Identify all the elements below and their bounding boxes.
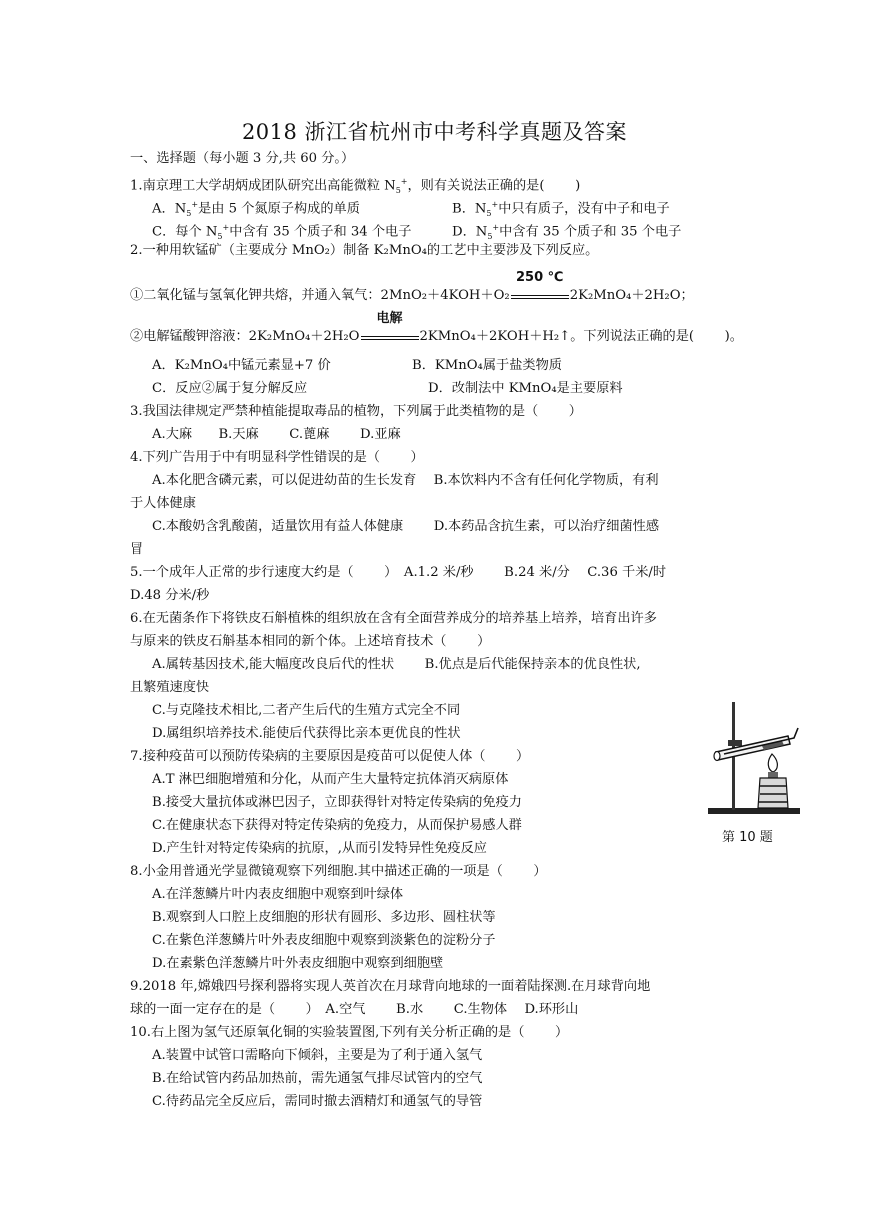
question-1-option-b: B．$N_5^+$中只有质子，没有中子和电子 [452,200,670,219]
question-10-stem: 10.右上图为氢气还原氧化铜的实验装置图,下列有关分析正确的是（ ） [130,1025,569,1040]
question-3-options: A.大麻 B.天麻 C.蓖麻 D.亚麻 [152,427,401,442]
question-6-option-d: D.属组织培养技术.能使后代获得比亲本更优良的性状 [152,726,461,741]
question-5-stem: 5.一个成年人正常的步行速度大约是（ ） A.1.2 米/秒 B.24 米/分 C.36 千米/时 [130,565,667,580]
question-7-option-c: C.在健康状态下获得对特定传染病的免疫力，从而保护易感人群 [152,818,522,833]
question-2-stem: 2.一种用软锰矿（主要成分 MnO₂）制备 K₂MnO₄的工艺中主要涉及下列反应。 [130,243,599,258]
question-4-options-cd-cont: 冒 [130,542,144,557]
alcohol-lamp [758,772,788,808]
section-heading: 一、选择题（每小题 3 分,共 60 分。） [130,151,355,166]
question-6-option-c: C.与克隆技术相比,二者产生后代的生殖方式完全不同 [152,703,461,718]
question-4-options-ab: A.本化肥含磷元素，可以促进幼苗的生长发育 B.本饮料内不含有任何化学物质，有利 [152,473,659,488]
question-2-reaction-2: ②电解锰酸钾溶液：2K₂MnO₄＋2H₂O 电解 2KMnO₄＋2KOH＋H₂↑。下列说法正确的是( )。 [130,311,743,344]
question-7-option-d: D.产生针对特定传染病的抗原，,从而引发特异性免疫反应 [152,841,487,856]
question-1-option-d: D．$N_5^+$中含有 35 个质子和 35 个电子 [452,223,682,242]
question-8-option-b: B.观察到人口腔上皮细胞的形状有圆形、多边形、圆柱状等 [152,910,496,925]
reaction-condition: 250 ℃ [511,287,569,299]
question-10-option-a: A.装置中试管口需略向下倾斜，主要是为了利于通入氢气 [152,1048,483,1063]
question-8-option-d: D.在素紫色洋葱鳞片叶外表皮细胞中观察到细胞壁 [152,956,444,971]
question-1-option-a: A．$N_5^+$是由 5 个氮原子构成的单质 [152,200,360,219]
question-7-stem: 7.接种疫苗可以预防传染病的主要原因是疫苗可以促使人体（ ） [130,749,530,764]
question-8-stem: 8.小金用普通光学显微镜观察下列细胞.其中描述正确的一项是（ ） [130,864,547,879]
question-9-stem: 9.2018 年,嫦娥四号探利器将实现人英首次在月球背向地球的一面着陆探测.在月球背向地 [130,979,651,994]
figure-caption: 第 10 题 [722,830,773,845]
question-3-stem: 3.我国法律规定严禁种植能提取毒品的植物，下列属于此类植物的是（ ） [130,404,582,419]
question-4-options-cd: C.本酸奶含乳酸菌，适量饮用有益人体健康 D.本药品含抗生素，可以治疗细菌性感 [152,519,660,534]
question-2-option-d: D．改制法中 KMnO₄是主要原料 [428,381,623,396]
question-8-option-c: C.在紫色洋葱鳞片叶外表皮细胞中观察到淡紫色的淀粉分子 [152,933,496,948]
question-2-option-a: A．K₂MnO₄中锰元素显+7 价 [152,358,331,373]
stand-base [708,808,800,814]
question-4-options-ab-cont: 于人体健康 [130,496,196,511]
question-6-stem-cont: 与原来的铁皮石斛基本相同的新个体。上述培育技术（ ） [130,634,491,649]
clamp [728,740,742,746]
apparatus-figure [702,700,806,820]
question-8-option-a: A.在洋葱鳞片叶内表皮细胞中观察到叶绿体 [152,887,404,902]
question-6-stem: 6.在无菌条作下将铁皮石斛植株的组织放在含有全面营养成分的培养基上培养，培育出许多 [130,611,657,626]
question-1-stem: 1.南京理工大学胡炳成团队研究出高能微粒 $N_5^+$，则有关说法正确的是( ) [130,177,581,196]
question-10-option-b: B.在给试管内药品加热前，需先通氢气排尽试管内的空气 [152,1071,483,1086]
question-1-option-c: C．每个 $N_5^+$中含有 35 个质子和 34 个电子 [152,223,412,242]
question-4-stem: 4.下列广告用于中有明显科学性错误的是（ ） [130,450,424,465]
question-10-option-c: C.待药品完全反应后，需同时撤去酒精灯和通氢气的导管 [152,1094,483,1109]
question-6-options-ab-cont: 且繁殖速度快 [130,680,210,695]
question-2-option-c: C．反应②属于复分解反应 [152,381,308,396]
page-title: 2018 浙江省杭州市中考科学真题及答案 [241,120,628,144]
question-2-option-b: B．KMnO₄属于盐类物质 [412,358,562,373]
question-9-options: 球的一面一定存在的是（ ） A.空气 B.水 C.生物体 D.环形山 [130,1002,579,1017]
question-7-option-b: B.接受大量抗体或淋巴因子，立即获得针对特定传染病的免疫力 [152,795,522,810]
flame [768,754,777,772]
question-6-options-ab: A.属转基因技术,能大幅度改良后代的性状 B.优点是后代能保持亲本的优良性状, [152,657,641,672]
question-5-option-d: D.48 分米/秒 [130,588,210,603]
question-2-reaction-1: ①二氧化锰与氢氧化钾共熔，并通入氧气：2MnO₂＋4KOH＋O₂ 250 ℃ 2K₂MnO₄＋2H₂O； [130,270,694,303]
question-7-option-a: A.T 淋巴细胞增殖和分化，从而产生大量特定抗体消灭病原体 [152,772,509,787]
reaction-condition: 电解 [361,328,419,340]
